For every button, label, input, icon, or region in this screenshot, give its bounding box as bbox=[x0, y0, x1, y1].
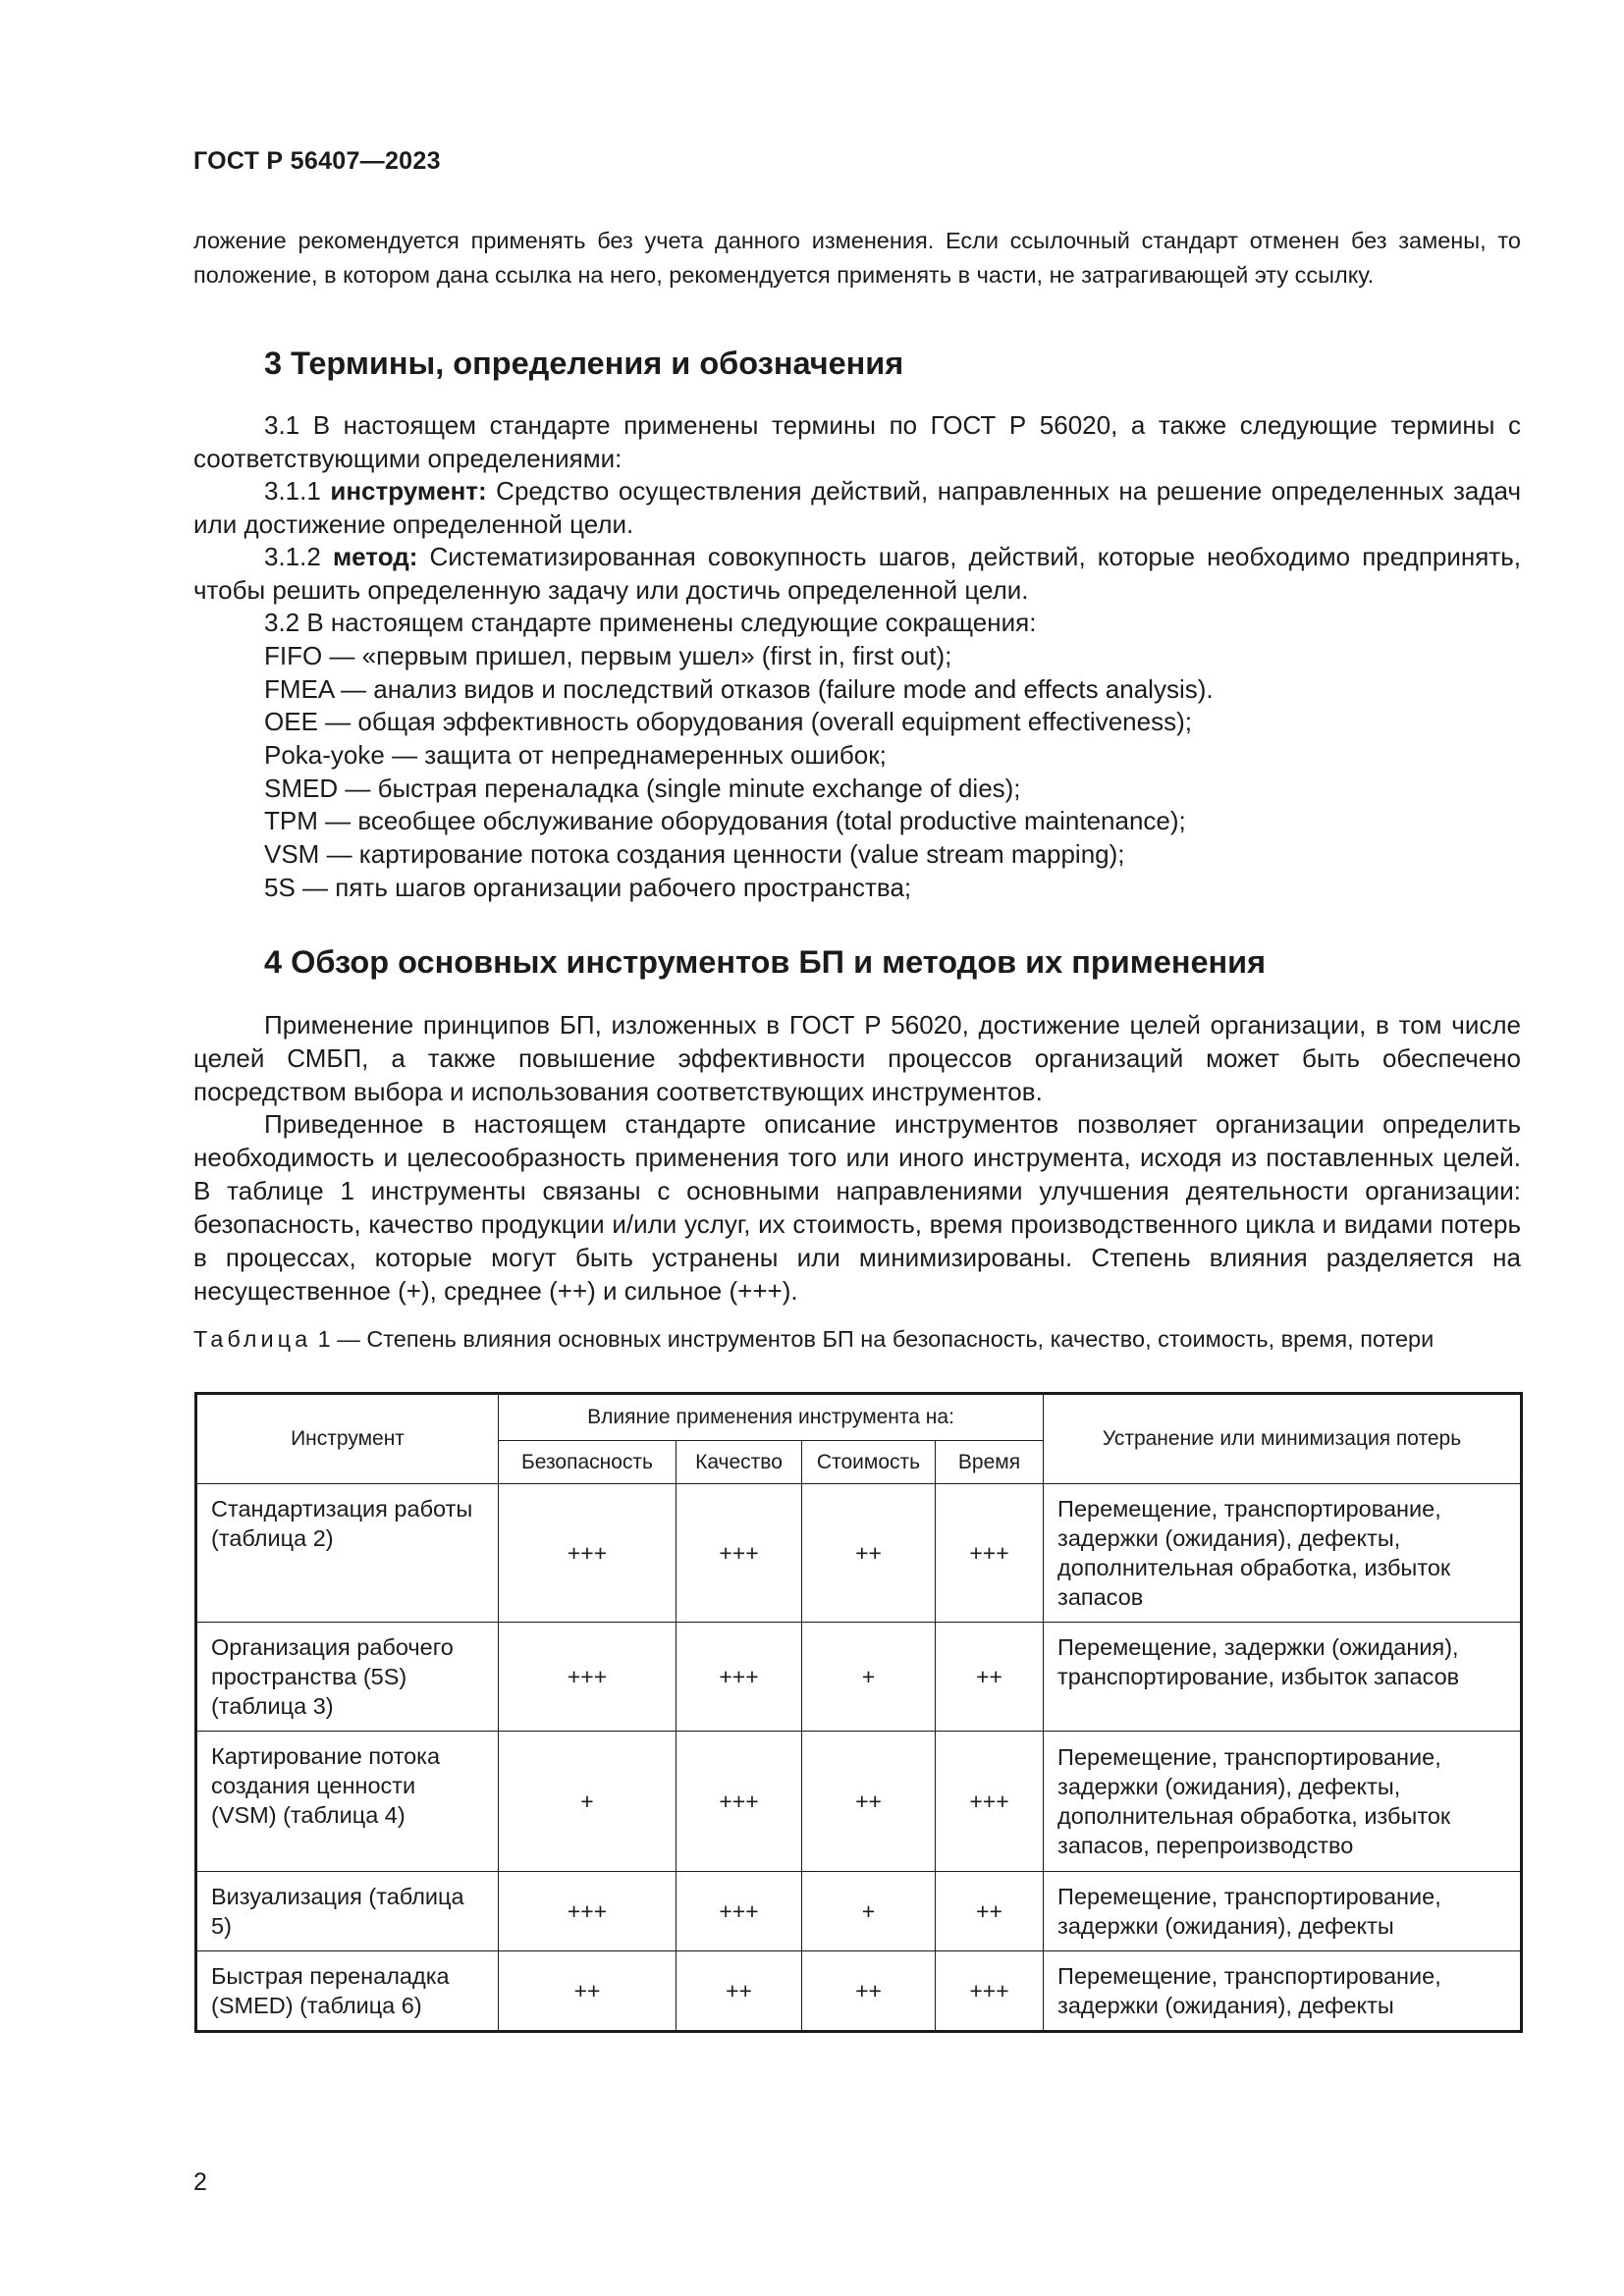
header-impact: Влияние применения инструмента на: bbox=[499, 1394, 1044, 1441]
table-row bbox=[196, 1484, 1522, 1623]
cost-cell: ++ bbox=[802, 1484, 936, 1623]
abbreviation-item: VSM — картирование потока создания ценности (value stream mapping); bbox=[264, 839, 1125, 869]
abbreviation-item: Poka-yoke — защита от непреднамеренных ошибок; bbox=[264, 740, 887, 770]
term-definition: Средство осуществления действий, направленных на решение определенных задач или достижение определенной цели. bbox=[193, 476, 1521, 539]
table-row bbox=[196, 1732, 1522, 1872]
safety-cell: +++ bbox=[499, 1484, 677, 1623]
header-losses: Устранение или минимизация потерь bbox=[1044, 1394, 1522, 1484]
tool-cell: Визуализация (таблица 5) bbox=[196, 1872, 499, 1951]
table-caption-label: Таблица bbox=[193, 1326, 312, 1352]
section-4-paragraph-2: Приведенное в настоящем стандарте описание инструментов позволяет организации определить необходимость и целесообразность применения того или иного инструмента, исходя из поставленных целей. В таблице 1 инструменты связаны с основными направлениями улучшения деятельности организации: безопасность, качество продукции и/или услуг, их стоимость, время производственного цикла и видами потерь в процессах, которые могут быть устранены или минимизированы. Степень влияния разделяется на несущественное (+), среднее (++) и сильное (+++). bbox=[193, 1109, 1521, 1306]
header-safety: Безопасность bbox=[499, 1441, 677, 1484]
section-3-heading: 3 Термины, определения и обозначения bbox=[264, 346, 904, 381]
quality-cell: ++ bbox=[677, 1951, 802, 2032]
paragraph-3-2: 3.2 В настоящем стандарте применены следующие сокращения: bbox=[264, 608, 1037, 637]
abbreviation-item: 5S — пять шагов организации рабочего пространства; bbox=[264, 873, 912, 902]
section-4-heading: 4 Обзор основных инструментов БП и методов их применения bbox=[264, 944, 1267, 980]
time-cell: ++ bbox=[936, 1623, 1044, 1732]
cost-cell: + bbox=[802, 1872, 936, 1951]
time-cell: +++ bbox=[936, 1951, 1044, 2032]
safety-cell: +++ bbox=[499, 1872, 677, 1951]
time-cell: ++ bbox=[936, 1872, 1044, 1951]
quality-cell: +++ bbox=[677, 1732, 802, 1872]
table-row bbox=[196, 1872, 1522, 1951]
continued-paragraph: ложение рекомендуется применять без учета данного изменения. Если ссылочный стандарт отменен без замены, то положение, в котором дана ссылка на него, рекомендуется применять в части, не затрагивающей эту ссылку. bbox=[193, 228, 1521, 288]
cost-cell: ++ bbox=[802, 1951, 936, 2032]
header-quality: Качество bbox=[677, 1441, 802, 1484]
quality-cell: +++ bbox=[677, 1623, 802, 1732]
term-name: инструмент: bbox=[330, 476, 487, 506]
table-caption bbox=[193, 1323, 1521, 1356]
header-tool: Инструмент bbox=[196, 1394, 499, 1484]
impact-table bbox=[194, 1392, 1523, 2033]
losses-cell: Перемещение, транспортирование, задержки (ожидания), дефекты, дополнительная обработка, избыток запасов, перепроизводство bbox=[1044, 1732, 1522, 1872]
term-definition: Систематизированная совокупность шагов, действий, которые необходимо предпринять, чтобы решить определенную задачу или достичь определенной цели. bbox=[193, 542, 1521, 605]
document-code: ГОСТ Р 56407—2023 bbox=[193, 147, 441, 175]
losses-cell: Перемещение, задержки (ожидания), транспортирование, избыток запасов bbox=[1044, 1623, 1522, 1732]
cost-cell: + bbox=[802, 1623, 936, 1732]
losses-cell: Перемещение, транспортирование, задержки (ожидания), дефекты bbox=[1044, 1872, 1522, 1951]
term-3-1-1 bbox=[193, 474, 1521, 541]
term-number: 3.1.1 bbox=[264, 476, 331, 506]
section-4-paragraph-1: Применение принципов БП, изложенных в ГОСТ Р 56020, достижение целей организации, в том числе целей СМБП, а также повышение эффективности процессов организаций может быть обеспечено посредством выбора и использования соответствующих инструментов. bbox=[193, 1010, 1521, 1106]
losses-cell: Перемещение, транспортирование, задержки (ожидания), дефекты bbox=[1044, 1951, 1522, 2032]
table-row bbox=[196, 1951, 1522, 2032]
header-cost: Стоимость bbox=[802, 1441, 936, 1484]
tool-cell: Быстрая переналадка (SMED) (таблица 6) bbox=[196, 1951, 499, 2032]
table-caption-text: 1 — Степень влияния основных инструментов БП на безопасность, качество, стоимость, время, потери bbox=[311, 1326, 1435, 1352]
header-time: Время bbox=[936, 1441, 1044, 1484]
term-3-1-2 bbox=[193, 540, 1521, 607]
safety-cell: +++ bbox=[499, 1623, 677, 1732]
page-number: 2 bbox=[193, 2168, 207, 2196]
cost-cell: ++ bbox=[802, 1732, 936, 1872]
time-cell: +++ bbox=[936, 1732, 1044, 1872]
term-number: 3.1.2 bbox=[264, 542, 333, 571]
abbreviation-item: SMED — быстрая переналадка (single minute exchange of dies); bbox=[264, 774, 1021, 803]
tool-cell: Картирование потока создания ценности (VSM) (таблица 4) bbox=[196, 1732, 499, 1872]
tool-cell: Организация рабочего пространства (5S) (таблица 3) bbox=[196, 1623, 499, 1732]
safety-cell: ++ bbox=[499, 1951, 677, 2032]
abbreviation-item: FIFO — «первым пришел, первым ушел» (first in, first out); bbox=[264, 641, 952, 670]
table-row bbox=[196, 1623, 1522, 1732]
losses-cell: Перемещение, транспортирование, задержки (ожидания), дефекты, дополнительная обработка, избыток запасов bbox=[1044, 1484, 1522, 1623]
safety-cell: + bbox=[499, 1732, 677, 1872]
tool-cell: Стандартизация работы (таблица 2) bbox=[196, 1484, 499, 1623]
abbreviation-item: FMEA — анализ видов и последствий отказов (failure mode and effects analysis). bbox=[264, 674, 1214, 704]
paragraph-3-1: 3.1 В настоящем стандарте применены термины по ГОСТ Р 56020, а также следующие термины с соответствующими определениями: bbox=[193, 410, 1521, 473]
abbreviation-item: TPM — всеобщее обслуживание оборудования (total productive maintenance); bbox=[264, 806, 1186, 835]
abbreviation-item: OEE — общая эффективность оборудования (overall equipment effectiveness); bbox=[264, 707, 1192, 736]
table-header-row bbox=[196, 1394, 1522, 1441]
time-cell: +++ bbox=[936, 1484, 1044, 1623]
term-name: метод: bbox=[332, 542, 418, 571]
quality-cell: +++ bbox=[677, 1484, 802, 1623]
quality-cell: +++ bbox=[677, 1872, 802, 1951]
